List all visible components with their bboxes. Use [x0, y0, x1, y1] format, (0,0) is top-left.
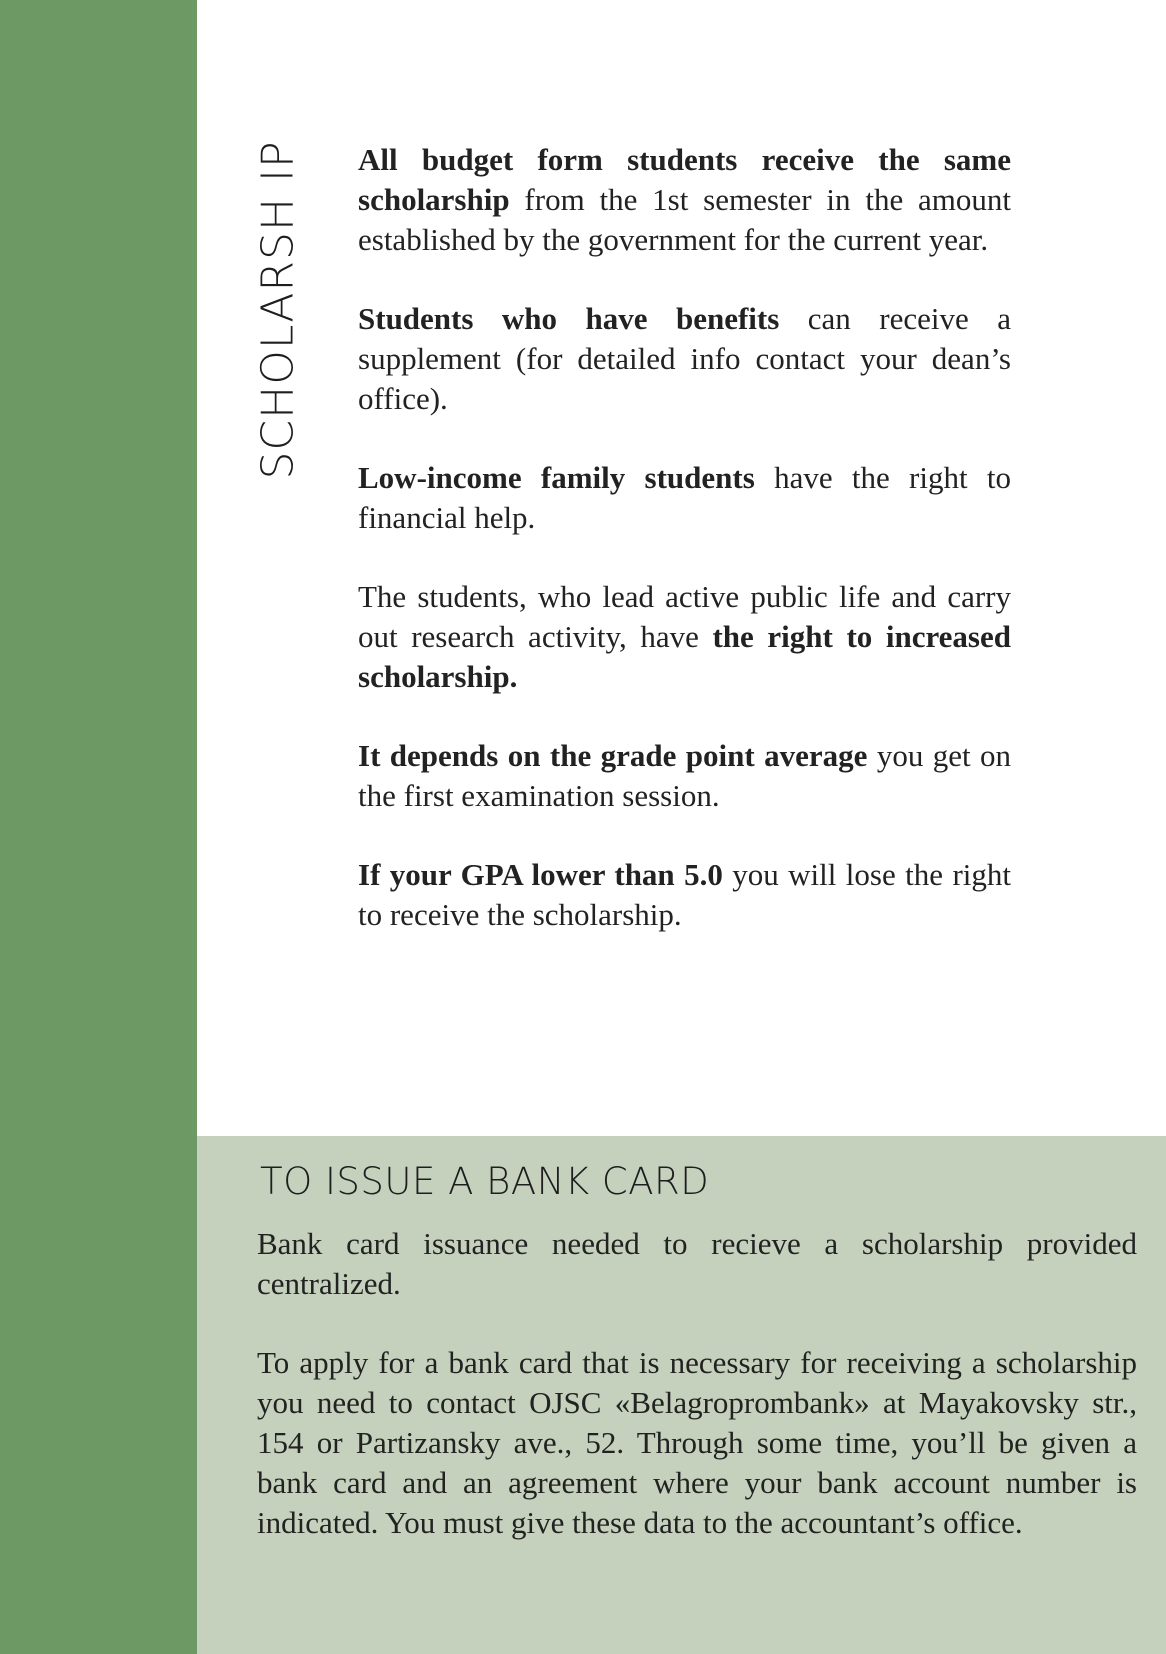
- sidebar-band: [0, 0, 197, 1654]
- paragraph-apply: To apply for a bank card that is necessary for receiving a scholarship you need to contact OJSC «Belagroprombank» at Mayakovsky str., 154 or Partizansky ave., 52. Through some time, you’ll be given a bank card and an agreement where your bank account number is indicated. You must give these data to the accountant’s office.: [257, 1345, 1137, 1540]
- text-phrase: you will lose the right to receive the scholarship.: [358, 857, 1011, 932]
- paragraph-issuance: Bank card issuance needed to recieve a scholarship provided centralized.: [257, 1226, 1137, 1301]
- paragraph-increased-scholarship: [358, 577, 1011, 697]
- paragraph-gpa-dependency: [358, 736, 1011, 816]
- paragraph-low-income: [358, 458, 1011, 538]
- scholarship-text: [358, 140, 1011, 974]
- bold-phrase: Students who have benefits: [358, 301, 780, 336]
- bank-card-title: TO ISSUE A BANK CARD: [260, 1160, 710, 1203]
- paragraph-benefits: [358, 299, 1011, 419]
- bold-phrase: Low-income family students: [358, 460, 755, 495]
- bold-phrase: If your GPA lower than 5.0: [358, 857, 723, 892]
- paragraph-gpa-threshold: [358, 855, 1011, 935]
- text-phrase: from the 1st semester in the amount established by the government for the current year.: [358, 182, 1011, 257]
- bank-card-text: [257, 1224, 1137, 1582]
- paragraph-same-scholarship: [358, 140, 1011, 260]
- text-phrase: have the right to financial help.: [358, 460, 1011, 535]
- bold-phrase: the right to increased scholarship.: [358, 619, 1011, 694]
- section-heading-scholarship: SCHOLARSH IP: [252, 140, 304, 480]
- text-phrase: can receive a supplement (for detailed info contact your dean’s office).: [358, 301, 1011, 416]
- bold-phrase: All budget form students receive the same scholarship: [358, 142, 1011, 217]
- bank-card-panel: [197, 1136, 1166, 1654]
- text-phrase: The students, who lead active public life and carry out research activity, have: [358, 579, 1011, 654]
- bold-phrase: It depends on the grade point average: [358, 738, 868, 773]
- text-phrase: you get on the first examination session.: [358, 738, 1012, 813]
